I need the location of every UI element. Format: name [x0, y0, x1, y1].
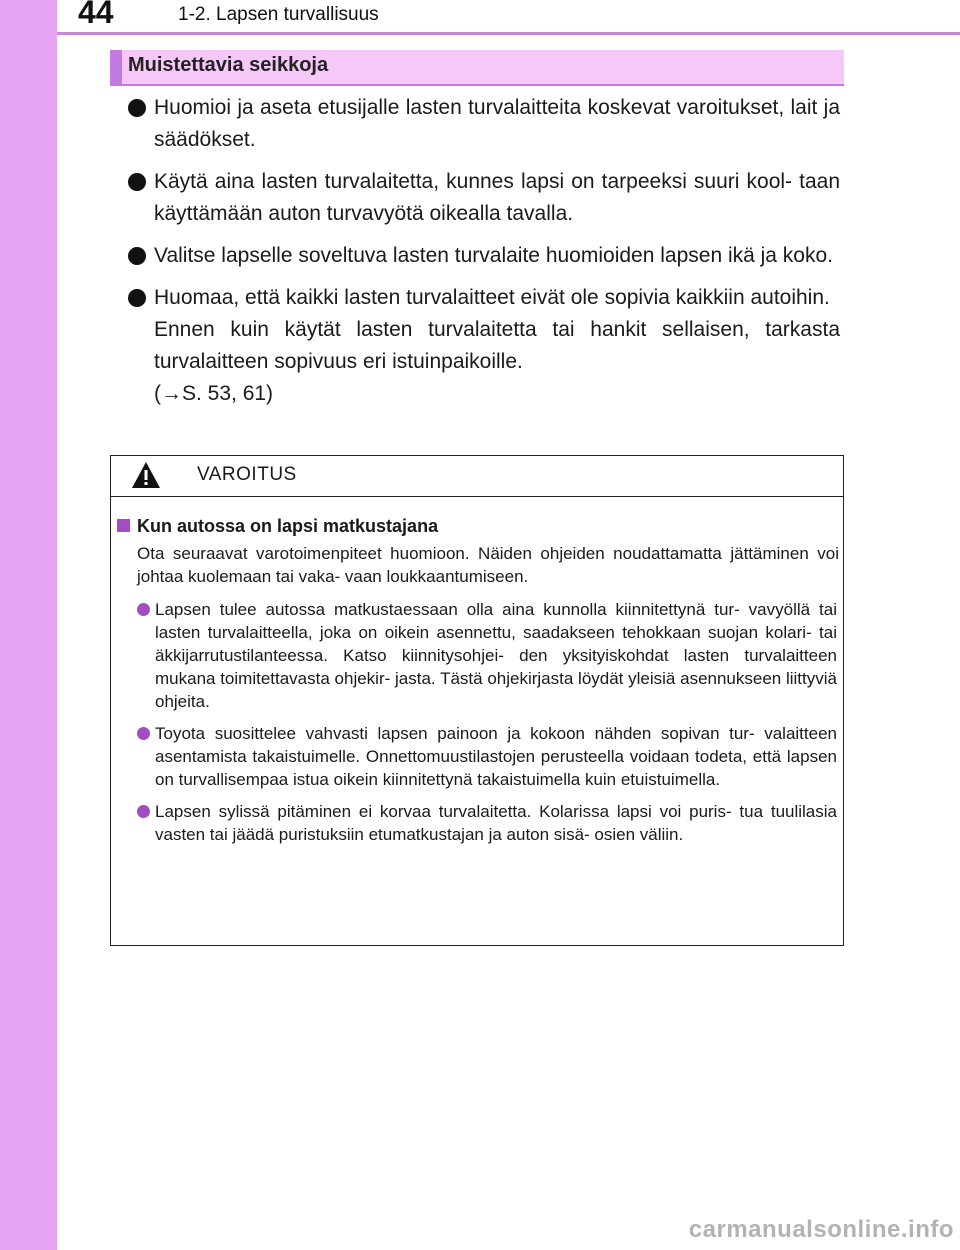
warning-item-text: Lapsen tulee autossa matkustaessaan olla aina kunnolla kiinnitettynä tur- vavyöllä tai lasten turvalaitteella, joka on oikein asennettu, saadakseen tehokkaan suojan kolari- tai äkkijarrutustilanteessa. Katso kiinnitysohjei- den yksityiskohdat lasten turvalaitteen mukana toimitettavasta ohjekir- jasta. Tästä ohjekirjasta löydät yleisiä asennukseen liittyviä ohjeita.: [155, 600, 837, 711]
warning-item-text: Toyota suosittelee vahvasti lapsen painoon ja kokoon nähden sopivan tur- valaitteen asentamista takaistuimelle. Onnettomuustilastojen perusteella voidaan todeta, että lapsen on turvallisempaa istua oikein kiinnitettynä takaistuimella kuin etuistuimella.: [155, 724, 837, 789]
warning-header: [111, 456, 843, 497]
page-number: 44: [78, 0, 114, 30]
warning-item-text: Lapsen sylissä pitäminen ei korvaa turvalaitetta. Kolarissa lapsi voi puris- tua tuulilasia vasten tai jäädä puristuksiin etumatkustajan ja auton sisä- osien väliin.: [155, 802, 837, 844]
memo-bullet: [128, 282, 840, 410]
memo-header-bar: [110, 50, 122, 84]
page-reference: (→S. 53, 61): [154, 382, 274, 405]
bullet-dot-icon: [128, 289, 146, 307]
memo-header: [110, 50, 844, 84]
warning-item: [117, 598, 839, 713]
memo-bullet: [128, 166, 840, 230]
side-band: [0, 0, 57, 1250]
memo-bullet: [128, 240, 840, 272]
memo-title: Muistettavia seikkoja: [128, 54, 329, 76]
watermark: carmanualsonline.info: [688, 1216, 954, 1243]
memo-header-underline: [110, 84, 844, 86]
warning-heading: [117, 514, 839, 538]
warning-body: [117, 514, 839, 855]
warning-intro: Ota seuraavat varotoimenpiteet huomioon. Näiden ohjeiden noudattamatta jättäminen voi johtaa kuolemaan tai vaka- vaan loukkaantumiseen.: [137, 544, 839, 586]
memo-bullet-text: Ennen kuin käytät lasten turvalaitetta tai hankit sellaisen, tarkasta turvalaitteen sopivuus eri istuinpaikoille.: [154, 318, 840, 373]
memo-bullets: [128, 92, 840, 420]
section-title: 1-2. Lapsen turvallisuus: [178, 4, 379, 25]
square-bullet-icon: [117, 519, 130, 532]
memo-bullet-text: Käytä aina lasten turvalaitetta, kunnes lapsi on tarpeeksi suuri kool- taan käyttämään auton turvavyötä oikealla tavalla.: [154, 170, 840, 225]
warning-item: [117, 800, 839, 846]
bullet-dot-icon: [128, 247, 146, 265]
bullet-dot-icon: [137, 805, 150, 818]
bullet-dot-icon: [137, 727, 150, 740]
warning-label: VAROITUS: [197, 464, 297, 485]
bullet-dot-icon: [137, 603, 150, 616]
memo-bullet-text: Huomaa, että kaikki lasten turvalaitteet eivät ole sopivia kaikkiin autoihin.: [154, 286, 830, 309]
memo-bullet: [128, 92, 840, 156]
bullet-dot-icon: [128, 99, 146, 117]
memo-bullet-text: Valitse lapselle soveltuva lasten turvalaite huomioiden lapsen ikä ja koko.: [154, 244, 834, 267]
warning-heading-text: Kun autossa on lapsi matkustajana: [137, 516, 439, 536]
warning-item: [117, 722, 839, 791]
bullet-dot-icon: [128, 173, 146, 191]
warning-box: [110, 455, 844, 946]
memo-bullet-text: Huomioi ja aseta etusijalle lasten turvalaitteita koskevat varoitukset, lait ja säädökset.: [154, 96, 840, 151]
warning-triangle-icon: [131, 461, 161, 489]
top-rule: [57, 32, 960, 35]
